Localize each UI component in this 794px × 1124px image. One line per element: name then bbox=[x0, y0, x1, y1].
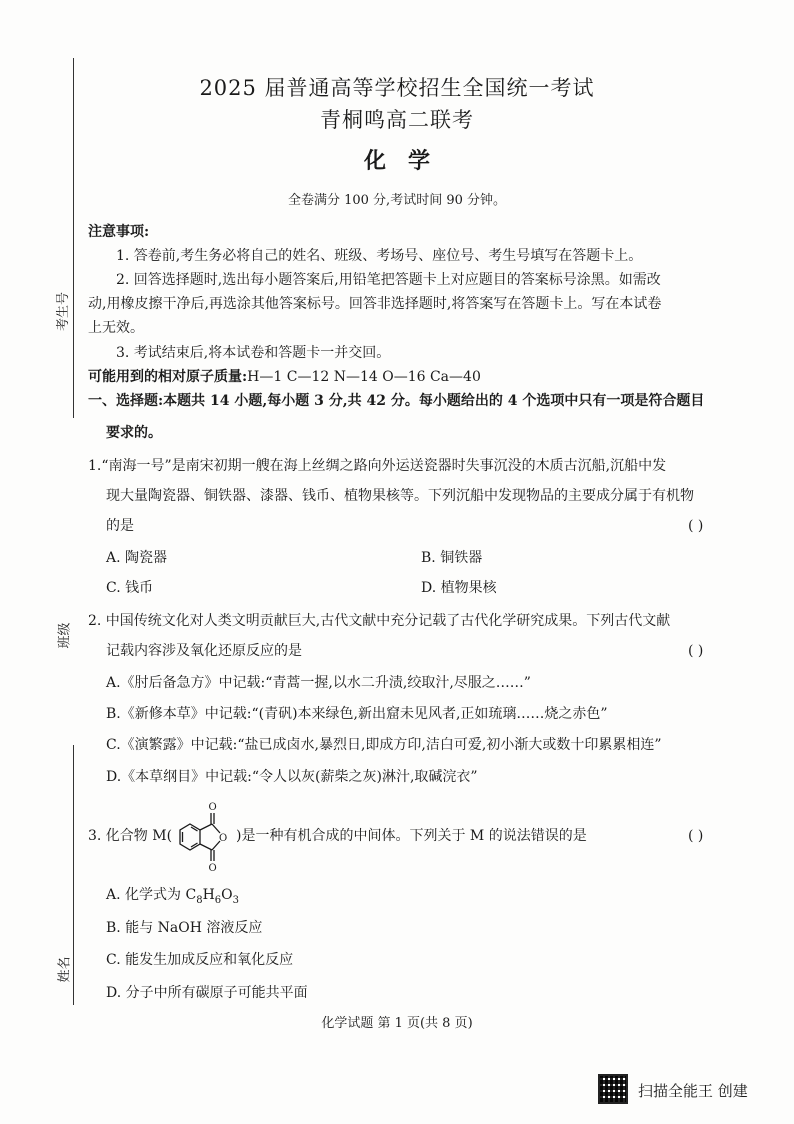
q2-option-d: D.《本草纲目》中记载:“令人以灰(薪柴之灰)淋汁,取碱浣衣” bbox=[106, 769, 478, 785]
q3-option-a-h: H bbox=[202, 887, 215, 903]
note-item-2-line3: 上无效。 bbox=[88, 320, 144, 336]
name-label: 姓名 bbox=[57, 956, 73, 983]
q1-stem-line2: 现大量陶瓷器、铜铁器、漆器、钱币、植物果核等。下列沉船中发现物品的主要成分属于有机物 bbox=[106, 488, 694, 504]
structure-svg bbox=[168, 800, 238, 872]
q2-option-a: A.《肘后备急方》中记载:“青蒿一握,以水二升渍,绞取汁,尽服之……” bbox=[106, 675, 531, 691]
q2-option-b: B.《新修本草》中记载:“(青矾)本来绿色,新出窟未见风者,正如琉璃……烧之赤色” bbox=[106, 706, 608, 722]
class-label: 班级 bbox=[57, 622, 73, 649]
exam-title: 2025 届普通高等学校招生全国统一考试 bbox=[199, 76, 595, 100]
exam-subtitle: 青桐鸣高二联考 bbox=[320, 108, 474, 132]
q1-option-b: B. 铜铁器 bbox=[421, 550, 483, 566]
q3-option-c: C. 能发生加成反应和氧化反应 bbox=[106, 952, 294, 968]
q3-sub-o: 3 bbox=[232, 894, 240, 906]
q3-option-d: D. 分子中所有碳原子可能共平面 bbox=[106, 985, 308, 1001]
q3-sub-c: 8 bbox=[196, 894, 203, 906]
q1-option-a: A. 陶瓷器 bbox=[106, 550, 168, 566]
q3-option-a-o: O bbox=[221, 887, 233, 903]
q3-option-a bbox=[106, 885, 239, 911]
q1-option-c: C. 钱币 bbox=[106, 580, 154, 596]
exam-number-label: 考生号 bbox=[56, 291, 72, 332]
q1-stem-line3: 的是 bbox=[106, 518, 134, 534]
q1-stem-line1: 1.“南海一号”是南宋初期一艘在海上丝绸之路向外运送瓷器时失事沉没的木质古沉船,沉船中发 bbox=[88, 458, 667, 474]
q3-sub-h: 6 bbox=[214, 894, 222, 906]
q3-answer-paren: ( ) bbox=[688, 828, 704, 844]
scanner-watermark: 扫描全能王 创建 bbox=[638, 1082, 748, 1100]
q3-option-b: B. 能与 NaOH 溶液反应 bbox=[106, 920, 263, 936]
atomic-mass-line bbox=[88, 367, 481, 387]
q1-answer-paren: ( ) bbox=[688, 518, 704, 534]
notes-heading: 注意事项: bbox=[88, 224, 150, 240]
atom-o-ring: O bbox=[219, 833, 228, 844]
binding-line-bottom bbox=[73, 745, 74, 1005]
page-footer: 化学试题 第 1 页(共 8 页) bbox=[321, 1016, 473, 1031]
note-item-2-line1: 2. 回答选择题时,选出每小题答案后,用铅笔把答题卡上对应题目的答案标号涂黑。如需改 bbox=[116, 272, 661, 288]
q2-answer-paren: ( ) bbox=[688, 643, 704, 659]
section1-heading-line2: 要求的。 bbox=[106, 425, 162, 441]
q1-option-d: D. 植物果核 bbox=[421, 580, 497, 596]
bond-carbonyl-o-top bbox=[212, 824, 220, 833]
atom-o-top: O bbox=[208, 802, 217, 813]
bond-c-carbonyl-bottom bbox=[200, 844, 212, 850]
atomic-mass-label: 可能用到的相对原子质量: bbox=[88, 369, 248, 385]
full-marks-note: 全卷满分 100 分,考试时间 90 分钟。 bbox=[287, 193, 507, 208]
q3-option-a-prefix: A. 化学式为 C bbox=[106, 887, 197, 903]
note-item-2-line2: 动,用橡皮擦干净后,再选涂其他答案标号。回答非选择题时,将答案写在答题卡上。写在本试卷 bbox=[88, 296, 662, 312]
qr-code-icon bbox=[598, 1074, 628, 1104]
q2-option-c: C.《演繁露》中记载:“盐已成卤水,暴烈日,即成方印,洁白可爱,初小渐大或数十印累累相连” bbox=[106, 737, 662, 753]
phthalic-anhydride-structure bbox=[168, 800, 238, 872]
bond-c-carbonyl-top bbox=[200, 824, 212, 830]
note-item-1: 1. 答卷前,考生务必将自己的姓名、班级、考场号、座位号、考生号填写在答题卡上。 bbox=[116, 248, 643, 264]
section1-heading-line1: 一、选择题:本题共 14 小题,每小题 3 分,共 42 分。每小题给出的 4 个选项中只有一项是符合题目 bbox=[88, 393, 705, 409]
atomic-mass-values: H—1 C—12 N—14 O—16 Ca—40 bbox=[247, 369, 481, 385]
atom-o-bottom: O bbox=[208, 863, 217, 872]
q2-stem-line1: 2. 中国传统文化对人类文明贡献巨大,古代文献中充分记载了古代化学研究成果。下列古代文献 bbox=[88, 613, 671, 629]
subject-title: 化学 bbox=[363, 148, 452, 174]
q2-stem-line2: 记载内容涉及氧化还原反应的是 bbox=[106, 643, 302, 659]
q3-stem-prefix: 3. 化合物 M( bbox=[88, 828, 173, 844]
q3-stem-suffix: )是一种有机合成的中间体。下列关于 M 的说法错误的是 bbox=[236, 828, 587, 844]
note-item-3: 3. 考试结束后,将本试卷和答题卡一并交回。 bbox=[116, 345, 391, 361]
